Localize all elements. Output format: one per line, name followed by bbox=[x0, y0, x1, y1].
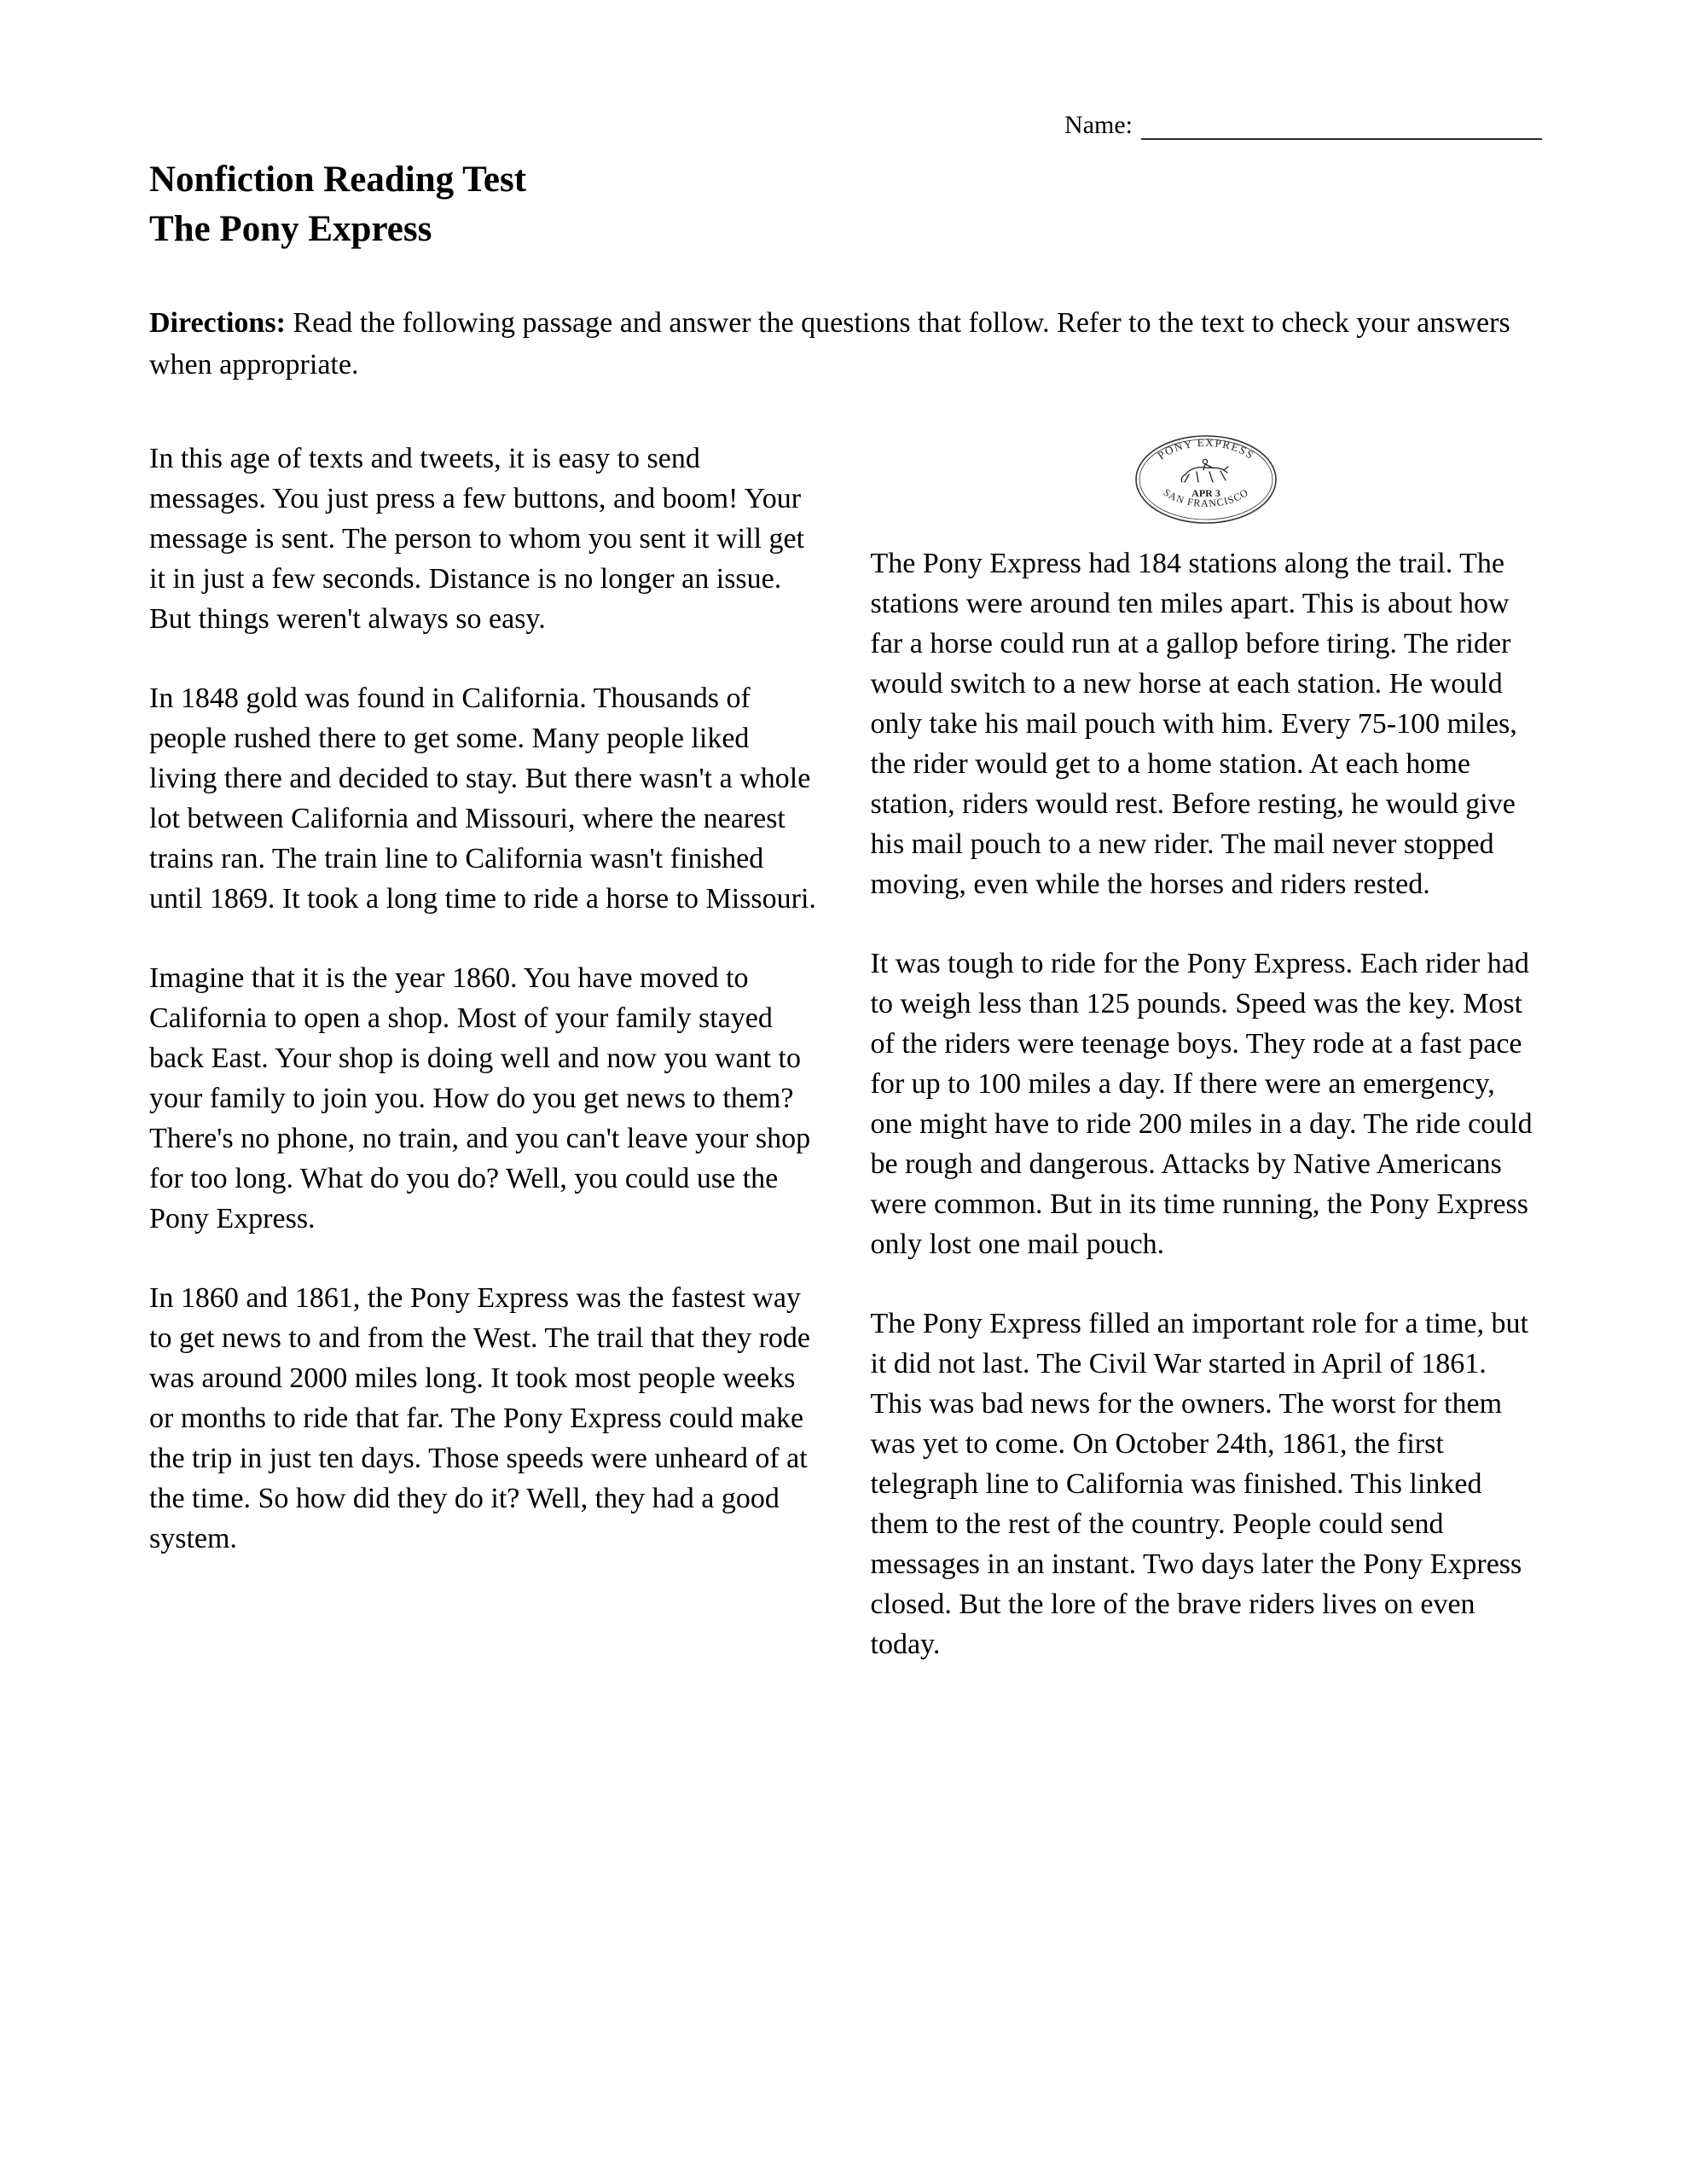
horse-rider-icon bbox=[1181, 459, 1228, 482]
paragraph: In 1860 and 1861, the Pony Express was the fastest way to get news to and from the West. The trail that they rode was around 2000 miles long. It took most people weeks or months to ride that far. The Pony Express could make the trip in just ten days. Those speeds were unheard of at the time. So how did they do it? Well, they had a good system. bbox=[149, 1282, 810, 1554]
two-column-body bbox=[149, 435, 1542, 1664]
paragraph: In 1848 gold was found in California. Thousands of people rushed there to get some. Many people liked living there and decided to stay. But there wasn't a whole lot between California and Missouri, where the nearest trains ran. The train line to California wasn't finished until 1869. It took a long time to ride a horse to Missouri. bbox=[149, 682, 816, 915]
directions-label: Directions: bbox=[149, 307, 286, 339]
right-column bbox=[870, 435, 1543, 1664]
name-blank-line bbox=[1141, 112, 1542, 140]
paragraph: Imagine that it is the year 1860. You have moved to California to open a shop. Most of your family stayed back East. Your shop is doing well and now you want to your family to join you. How do you get news to them? There's no phone, no train, and you can't leave your shop for too long. What do you do? Well, you could use the Pony Express. bbox=[149, 962, 811, 1234]
svg-text:PONY EXPRESS bbox=[1156, 436, 1257, 462]
paragraph: The Pony Express filled an important role for a time, but it did not last. The Civil War started in April of 1861. This was bad news for the owners. The worst for them was yet to come. On October 24th, 1861, the first telegraph line to California was finished. This linked them to the rest of the country. People could send messages in an instant. Two days later the Pony Express closed. But the lore of the brave riders lives on even today. bbox=[870, 1308, 1528, 1660]
page-subtitle: The Pony Express bbox=[149, 209, 432, 249]
name-row bbox=[149, 111, 1542, 140]
name-label: Name: bbox=[1064, 111, 1133, 139]
title-block bbox=[149, 155, 1542, 254]
stamp-date-text: APR 3 bbox=[1191, 487, 1221, 499]
stamp-icon bbox=[1133, 432, 1279, 527]
paragraph: The Pony Express had 184 stations along the trail. The stations were around ten miles apart. This is about how far a horse could run at a gallop before tiring. The rider would switch to a new horse at each station. He would only take his mail pouch with him. Every 75-100 miles, the rider would get to a home station. At each home station, riders would rest. Before resting, he would give his mail pouch to a new rider. The mail never stopped moving, even while the horses and riders rested. bbox=[870, 548, 1517, 900]
stamp-top-text: PONY EXPRESS bbox=[1155, 435, 1257, 462]
left-column bbox=[149, 439, 821, 1559]
directions-text: Read the following passage and answer the questions that follow. Refer to the text to check your answers when appropriate. bbox=[149, 307, 1510, 380]
paragraph: It was tough to ride for the Pony Express. Each rider had to weigh less than 125 pounds. Speed was the key. Most of the riders were teenage boys. They rode at a fast pace for up to 100 miles a day. If there were an emergency, one might have to ride 200 miles in a day. The ride could be rough and dangerous. Attacks by Native Americans were common. But in its time running, the Pony Express only lost one mail pouch. bbox=[870, 948, 1533, 1260]
pony-express-stamp bbox=[871, 432, 1543, 531]
page-title: Nonfiction Reading Test bbox=[149, 160, 527, 200]
paragraph: In this age of texts and tweets, it is easy to send messages. You just press a few buttons, and boom! Your message is sent. The person to whom you sent it will get it in just a few seconds. Distance is no longer an issue. But things weren't always so easy. bbox=[149, 443, 805, 635]
stamp-bottom-text: SAN FRANCISCO bbox=[1161, 485, 1251, 510]
directions bbox=[149, 302, 1542, 386]
